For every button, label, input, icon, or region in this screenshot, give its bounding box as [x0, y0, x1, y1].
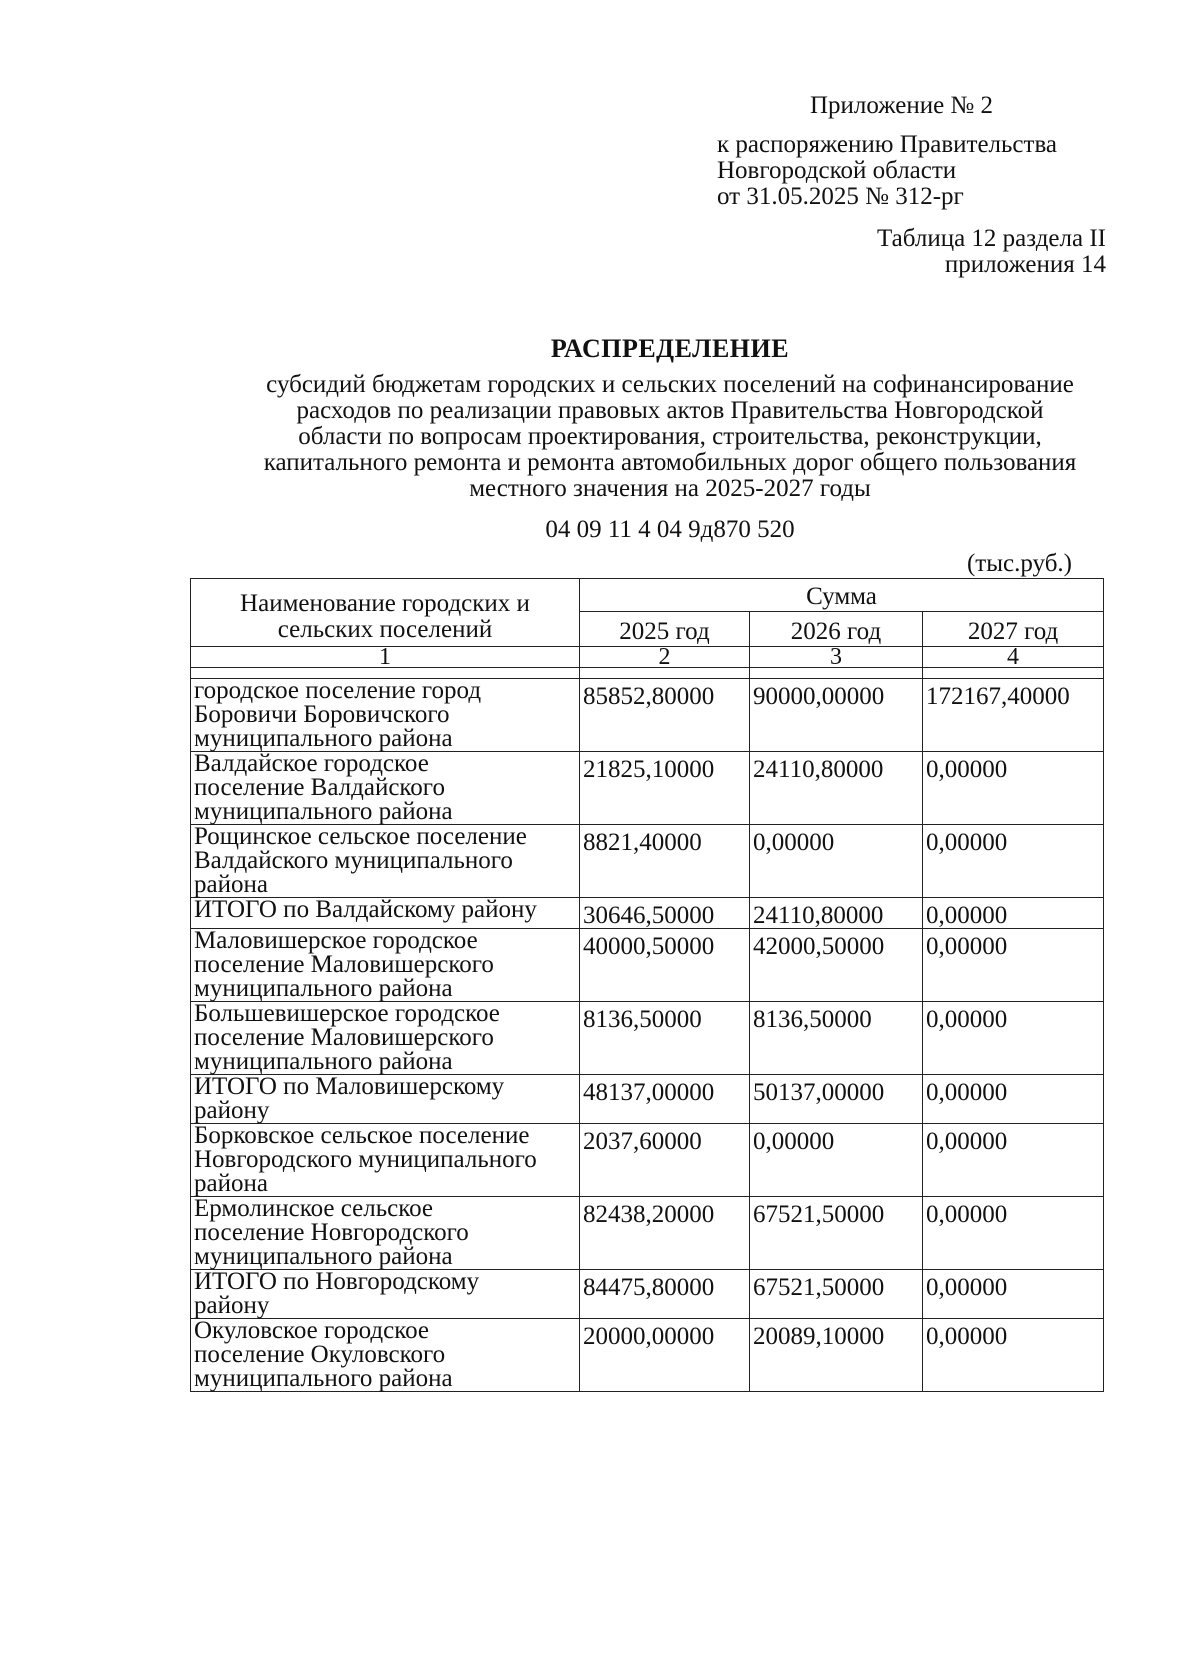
amount-2026-cell: 50137,00000 [750, 1075, 923, 1124]
settlement-name-line: муниципального района [194, 1243, 453, 1270]
table-row [191, 1270, 1104, 1319]
settlement-name-line: Валдайское городское [194, 750, 429, 777]
appendix-label: Приложение № 2 [810, 92, 994, 119]
table-row [191, 752, 1104, 825]
settlement-name-line: поселение Маловишерского [194, 951, 494, 978]
amount-2025-cell: 48137,00000 [580, 1075, 750, 1124]
table-row [191, 825, 1104, 898]
settlement-name-cell [191, 1319, 580, 1392]
amount-2026-cell: 24110,80000 [750, 898, 923, 929]
settlement-name-line: ИТОГО по Маловишерскому [194, 1073, 505, 1100]
amount-2026-cell: 42000,50000 [750, 929, 923, 1002]
settlement-name-cell [191, 1124, 580, 1197]
subtitle-line: области по вопросам проектирования, строительства, реконструкции, [298, 423, 1042, 450]
amount-2026-cell: 0,00000 [750, 1124, 923, 1197]
amount-2026-cell: 67521,50000 [750, 1270, 923, 1319]
settlement-name-cell [191, 752, 580, 825]
settlement-name-cell [191, 825, 580, 898]
settlement-name-cell [191, 1197, 580, 1270]
decree-line: от 31.05.2025 № 312-рг [717, 183, 964, 210]
amount-2027-cell: 0,00000 [923, 825, 1104, 898]
table-reference [877, 226, 1106, 278]
amount-2027-cell: 0,00000 [923, 929, 1104, 1002]
distribution-table [190, 578, 1104, 1392]
table-reference-line: Таблица 12 раздела II [877, 225, 1106, 252]
amount-2027-cell: 172167,40000 [923, 679, 1104, 752]
table-row [191, 929, 1104, 1002]
settlement-name-line: Валдайского муниципального [194, 847, 513, 874]
amount-2025-cell: 8821,40000 [580, 825, 750, 898]
decree-reference [717, 132, 1057, 210]
settlement-name-line: муниципального района [194, 725, 453, 752]
amount-2027-cell: 0,00000 [923, 1124, 1104, 1197]
settlement-name-line: поселение Новгородского [194, 1219, 469, 1246]
amount-2025-cell: 84475,80000 [580, 1270, 750, 1319]
header-year-2026: 2026 год [750, 612, 923, 647]
amount-2025-cell: 30646,50000 [580, 898, 750, 929]
amount-2027-cell: 0,00000 [923, 1197, 1104, 1270]
amount-2025-cell: 20000,00000 [580, 1319, 750, 1392]
settlement-name-cell [191, 929, 580, 1002]
settlement-name-line: поселение Маловишерского [194, 1024, 494, 1051]
amount-2025-cell: 2037,60000 [580, 1124, 750, 1197]
amount-2026-cell: 67521,50000 [750, 1197, 923, 1270]
table-row [191, 1002, 1104, 1075]
settlement-name-line: Боровичи Боровичского [194, 701, 450, 728]
settlement-name-line: Новгородского муниципального [194, 1146, 537, 1173]
table-row [191, 1319, 1104, 1392]
settlement-name-line: Большевишерское городское [194, 1000, 500, 1027]
subtitle-line: местного значения на 2025-2027 годы [469, 475, 871, 502]
amount-2026-cell: 24110,80000 [750, 752, 923, 825]
document-subtitle [190, 372, 1150, 502]
settlement-name-line: муниципального района [194, 975, 453, 1002]
table-row [191, 1075, 1104, 1124]
amount-2027-cell: 0,00000 [923, 898, 1104, 929]
header-sum: Сумма [580, 579, 1104, 612]
amount-2027-cell: 0,00000 [923, 1319, 1104, 1392]
settlement-name-cell [191, 1270, 580, 1319]
settlement-name-line: района [194, 1170, 268, 1197]
settlement-name-line: муниципального района [194, 798, 453, 825]
settlement-name-line: муниципального района [194, 1048, 453, 1075]
settlement-name-line: району [194, 1292, 270, 1319]
subtitle-line: капитального ремонта и ремонта автомобильных дорог общего пользования [263, 449, 1077, 476]
settlement-name-line: Ермолинское сельское [194, 1195, 433, 1222]
decree-line: Новгородской области [717, 157, 957, 184]
settlement-name-line: ИТОГО по Валдайскому району [194, 896, 537, 923]
amount-2026-cell: 90000,00000 [750, 679, 923, 752]
settlement-name-line: муниципального района [194, 1365, 453, 1392]
settlement-name-cell [191, 1002, 580, 1075]
amount-2025-cell: 82438,20000 [580, 1197, 750, 1270]
decree-line: к распоряжению Правительства [717, 131, 1058, 158]
subtitle-line: расходов по реализации правовых актов Правительства Новгородской [296, 397, 1044, 424]
settlement-name-line: Маловишерское городское [194, 927, 478, 954]
settlement-name-line: района [194, 871, 268, 898]
table-row [191, 898, 1104, 929]
column-number: 2 [580, 647, 750, 668]
header-year-2027: 2027 год [923, 612, 1104, 647]
amount-2027-cell: 0,00000 [923, 752, 1104, 825]
column-number: 1 [191, 647, 580, 668]
amount-2025-cell: 21825,10000 [580, 752, 750, 825]
settlement-name-line: городское поселение город [194, 677, 482, 704]
settlement-name-line: Окуловское городское [194, 1317, 430, 1344]
amount-2025-cell: 40000,50000 [580, 929, 750, 1002]
header-settlement-name: Наименование городских и сельских поселений [191, 579, 580, 647]
settlement-name-line: Рощинское сельское поселение [194, 823, 527, 850]
amount-2026-cell: 8136,50000 [750, 1002, 923, 1075]
settlement-name-cell [191, 679, 580, 752]
settlement-name-line: ИТОГО по Новгородскому [194, 1268, 480, 1295]
amount-2027-cell: 0,00000 [923, 1075, 1104, 1124]
settlement-name-cell [191, 1075, 580, 1124]
amount-2026-cell: 0,00000 [750, 825, 923, 898]
settlement-name-line: Борковское сельское поселение [194, 1122, 530, 1149]
column-number: 4 [923, 647, 1104, 668]
amount-2025-cell: 85852,80000 [580, 679, 750, 752]
amount-2025-cell: 8136,50000 [580, 1002, 750, 1075]
table-reference-line: приложения 14 [944, 251, 1106, 278]
settlement-name-line: поселение Валдайского [194, 774, 445, 801]
settlement-name-line: поселение Окуловского [194, 1341, 446, 1368]
budget-classification-code: 04 09 11 4 04 9д870 520 [545, 516, 795, 543]
units-label: (тыс.руб.) [966, 550, 1072, 577]
column-number: 3 [750, 647, 923, 668]
table-row [191, 1197, 1104, 1270]
amount-2026-cell: 20089,10000 [750, 1319, 923, 1392]
table-row [191, 1124, 1104, 1197]
settlement-name-cell [191, 898, 580, 929]
header-year-2025: 2025 год [580, 612, 750, 647]
table-row [191, 679, 1104, 752]
amount-2027-cell: 0,00000 [923, 1002, 1104, 1075]
table-body [191, 679, 1104, 1392]
document-title: РАСПРЕДЕЛЕНИЕ [550, 334, 790, 363]
subtitle-line: субсидий бюджетам городских и сельских поселений на софинансирование [266, 371, 1074, 398]
amount-2027-cell: 0,00000 [923, 1270, 1104, 1319]
settlement-name-line: району [194, 1097, 270, 1124]
